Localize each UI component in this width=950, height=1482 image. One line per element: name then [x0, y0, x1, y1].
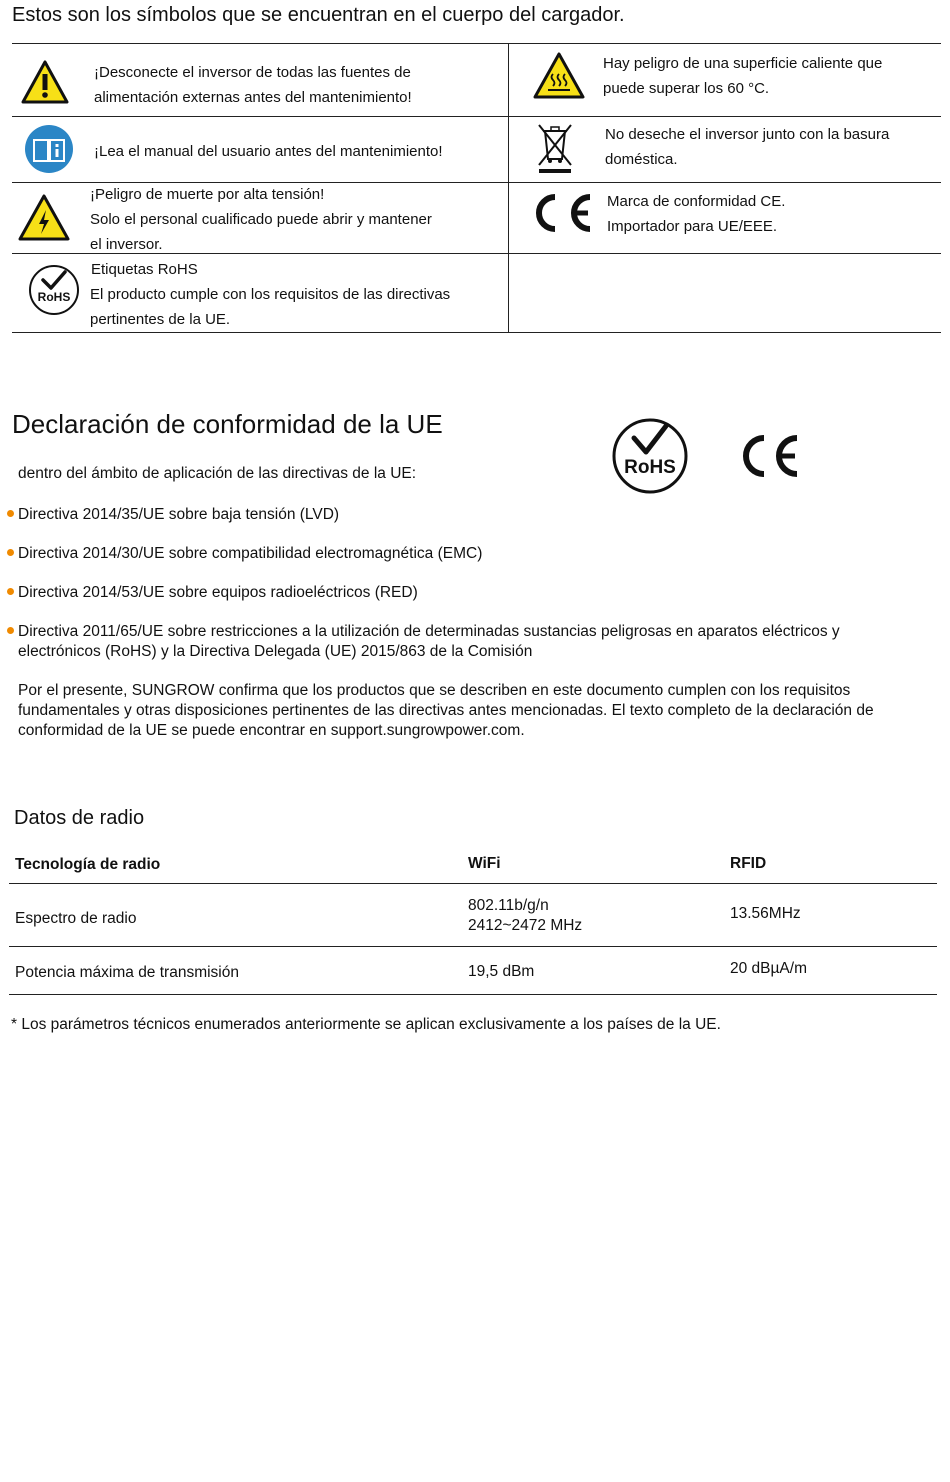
table-cell: 20 dBµA/m	[730, 960, 807, 977]
bullet-icon	[7, 510, 14, 517]
bullet-icon	[7, 627, 14, 634]
declaration-intro: dentro del ámbito de aplicación de las directivas de la UE:	[18, 465, 417, 482]
symbol-description: No deseche el inversor junto con la basura doméstica.	[605, 126, 890, 168]
table-divider	[12, 116, 941, 117]
radio-data-title: Datos de radio	[14, 807, 145, 829]
svg-text:RoHS: RoHS	[37, 290, 71, 304]
directive-item: Directiva 2011/65/UE sobre restricciones a la utilización de determinadas sustancias peligrosas en aparatos eléctricos y electrónicos (RoHS) y la Directiva Delegada (UE) 2015/863 de la Comisión	[18, 623, 840, 660]
radio-data-table	[9, 850, 937, 996]
column-header: RFID	[730, 855, 767, 872]
symbol-description: Hay peligro de una superficie caliente que puede superar los 60 °C.	[603, 55, 883, 97]
symbol-description: ¡Desconecte el inversor de todas las fuentes de alimentación externas antes del mantenimiento!	[94, 64, 412, 106]
high-voltage-warning-icon	[17, 193, 71, 248]
symbol-description: Marca de conformidad CE. Importador para UE/EEE.	[607, 193, 786, 235]
row-label: Potencia máxima de transmisión	[15, 964, 239, 981]
bullet-icon	[7, 549, 14, 556]
declaration-statement: Por el presente, SUNGROW confirma que los productos que se describen en este documento cumplen con los requisitos fundamentales y otras disposiciones pertinentes de las directivas antes mencionadas. El texto completo de la declaración de conformidad de la UE se puede encontrar en support.sungrowpower.com.	[18, 682, 874, 739]
rohs-icon	[28, 264, 80, 321]
footnote: * Los parámetros técnicos enumerados anteriormente se aplican exclusivamente a los países de la UE.	[11, 1016, 721, 1033]
column-header: Tecnología de radio	[15, 856, 161, 873]
table-cell: 19,5 dBm	[468, 963, 535, 980]
read-manual-icon	[24, 124, 74, 179]
table-divider	[9, 883, 937, 884]
table-column-divider	[508, 43, 509, 333]
page-heading: Estos son los símbolos que se encuentran en el cuerpo del cargador.	[12, 4, 625, 26]
symbol-description: ¡Lea el manual del usuario antes del mantenimiento!	[94, 143, 443, 160]
bullet-icon	[7, 588, 14, 595]
row-label: Espectro de radio	[15, 910, 137, 927]
column-header: WiFi	[468, 855, 501, 872]
directive-item: Directiva 2014/35/UE sobre baja tensión (LVD)	[18, 506, 340, 523]
table-divider	[12, 332, 941, 333]
weee-crossed-bin-icon	[535, 121, 575, 180]
table-cell: 802.11b/g/n 2412~2472 MHz	[468, 897, 583, 934]
symbol-description: ¡Peligro de muerte por alta tensión! Solo el personal cualificado puede abrir y mantener el inversor.	[90, 186, 432, 253]
general-warning-icon	[20, 59, 70, 110]
ce-mark-icon	[528, 191, 594, 240]
ce-logo	[739, 432, 801, 485]
symbol-description: Etiquetas RoHS El producto cumple con los requisitos de las directivas pertinentes de la UE.	[90, 261, 451, 328]
directive-item: Directiva 2014/53/UE sobre equipos radioeléctricos (RED)	[18, 584, 418, 601]
rohs-logo	[611, 416, 689, 501]
table-cell: 13.56MHz	[730, 905, 801, 922]
table-divider	[12, 43, 941, 44]
svg-text:RoHS: RoHS	[624, 457, 676, 478]
symbols-table	[12, 43, 941, 333]
table-divider	[9, 994, 937, 995]
declaration-title: Declaración de conformidad de la UE	[12, 409, 443, 439]
table-divider	[9, 946, 937, 947]
hot-surface-warning-icon	[532, 51, 586, 106]
directive-item: Directiva 2014/30/UE sobre compatibilidad electromagnética (EMC)	[18, 545, 483, 562]
